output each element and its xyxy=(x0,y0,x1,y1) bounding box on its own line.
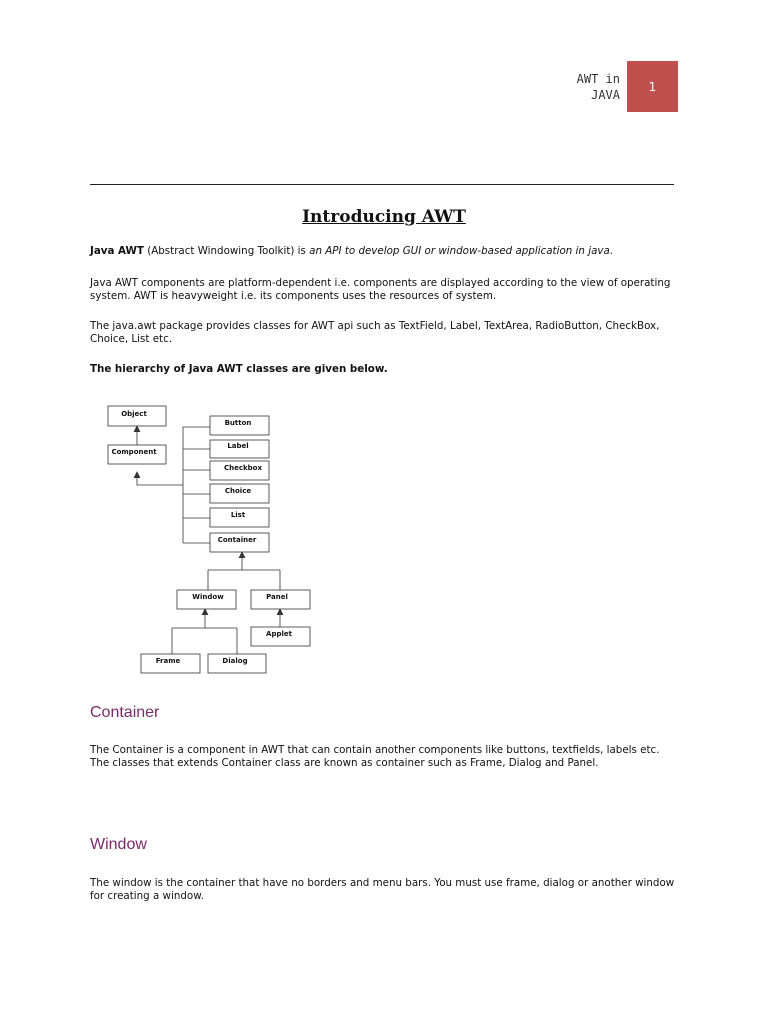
svg-text:Checkbox: Checkbox xyxy=(223,464,263,472)
svg-text:Applet: Applet xyxy=(266,630,292,638)
section-heading-window: Window xyxy=(90,836,147,853)
node-component xyxy=(108,445,166,464)
svg-text:Window: Window xyxy=(192,593,224,601)
page-number: 1 xyxy=(648,79,657,94)
node-list xyxy=(210,508,269,527)
node-checkbox xyxy=(210,461,269,480)
section-text-window: The window is the container that have no borders and menu bars. You must use frame, dialog or another window for creating a window. xyxy=(90,877,675,902)
arrow-object xyxy=(134,426,140,432)
connector-component-branch xyxy=(137,473,183,485)
header-title: AWT in JAVA xyxy=(576,72,620,102)
node-button xyxy=(210,416,269,435)
svg-text:Dialog: Dialog xyxy=(222,657,248,665)
arrow-panel xyxy=(277,609,283,615)
node-dialog xyxy=(208,654,266,673)
section-text-container: The Container is a component in AWT that can contain another components like buttons, textfields, labels etc. The classes that extends Container class are known as container such as Frame, Dialog and Panel. xyxy=(90,744,660,769)
arrow-container xyxy=(239,552,245,558)
arrow-window xyxy=(202,609,208,615)
svg-text:List: List xyxy=(230,511,246,519)
section-heading-container: Container xyxy=(90,704,160,721)
svg-text:Choice: Choice xyxy=(224,487,252,495)
svg-text:Label: Label xyxy=(227,442,249,450)
node-choice xyxy=(210,484,269,503)
node-container xyxy=(210,533,269,552)
intro-middle: (Abstract Windowing Toolkit) is xyxy=(143,245,310,257)
node-frame xyxy=(141,654,200,673)
platform-paragraph: Java AWT components are platform-dependent i.e. components are displayed according to the view of operating system. AWT is heavyweight i.e. its components uses the resources of system. xyxy=(90,277,671,302)
svg-text:Container: Container xyxy=(217,536,257,544)
intro-emphasis: an API to develop GUI or window-based application in java xyxy=(309,245,610,257)
node-window xyxy=(177,590,236,609)
node-label xyxy=(210,440,269,458)
svg-text:Button: Button xyxy=(224,419,252,427)
package-paragraph: The java.awt package provides classes for AWT api such as TextField, Label, TextArea, RadioButton, CheckBox, Choice, List etc. xyxy=(90,320,660,345)
svg-text:Object: Object xyxy=(121,410,147,418)
node-object xyxy=(108,406,166,426)
arrow-component xyxy=(134,472,140,478)
page-title: Introducing AWT xyxy=(302,207,466,227)
intro-term: Java AWT xyxy=(90,245,144,257)
hierarchy-note: The hierarchy of Java AWT classes are given below. xyxy=(90,363,388,375)
intro-end: . xyxy=(609,245,614,257)
svg-text:Panel: Panel xyxy=(266,593,288,601)
svg-text:Component: Component xyxy=(111,448,157,456)
node-panel xyxy=(251,590,310,609)
node-applet xyxy=(251,627,310,646)
svg-text:Frame: Frame xyxy=(155,657,181,665)
